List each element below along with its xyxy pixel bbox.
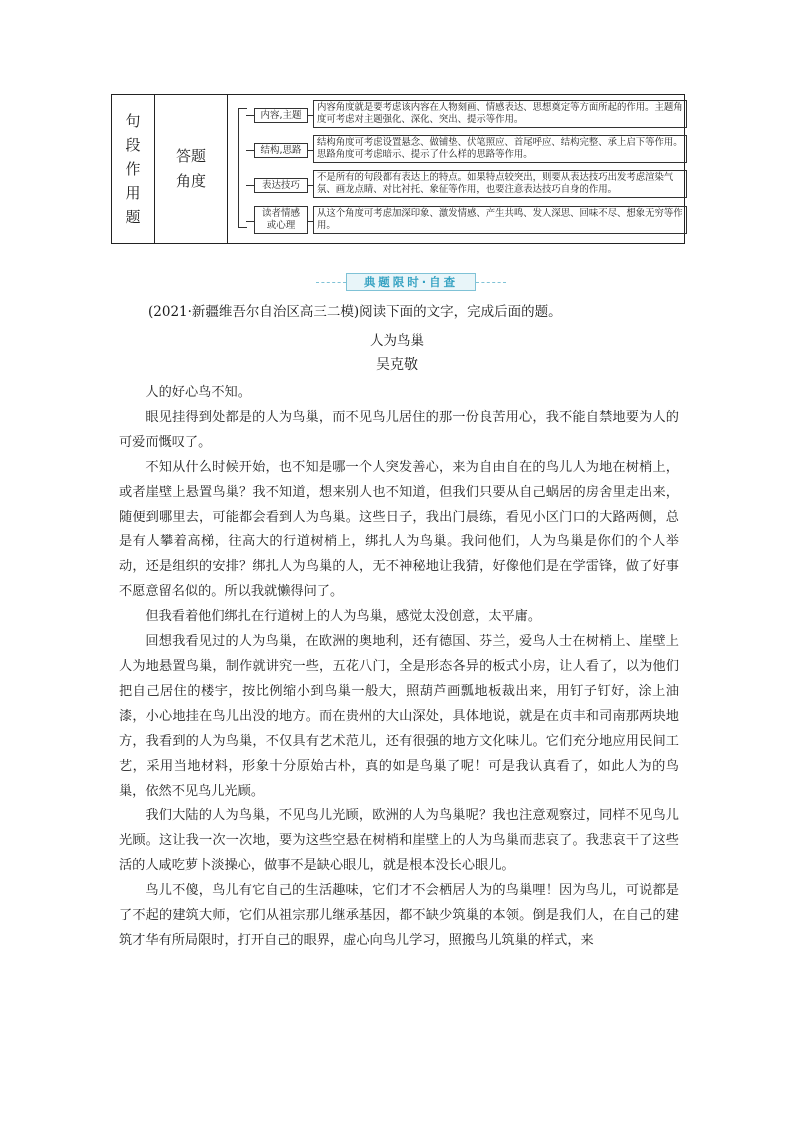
article-author: 吴克敬: [376, 357, 418, 373]
answer-angle-table: [111, 94, 685, 244]
article-paragraph: 人的好心鸟不知。: [145, 385, 251, 400]
question-type-char: 段: [125, 136, 141, 154]
article-paragraph: 鸟儿不傻，鸟儿有它自己的生活趣味，它们才不会栖居人为的鸟巢哩！因为鸟儿，可说都是了不起的建筑大师，它们从祖宗那儿继承基因，都不缺少筑巢的本领。倒是我们人，在自己的建筑才华有所局限时，打开自己的眼界，虚心向鸟儿学习，照搬鸟儿筑巢的样式，来: [119, 883, 679, 948]
article-paragraph: 但我看着他们绑扎在行道树上的人为鸟巢，感觉太没创意，太平庸。: [145, 609, 542, 625]
article-title: 人为鸟巢: [370, 333, 424, 349]
answer-angle-text: 角度: [175, 172, 206, 190]
brace-tick: [246, 185, 254, 186]
article-paragraph: 不知从什么时候开始，也不知是哪一个人突发善心，来为自由自在的鸟儿人为地在树梢上，或者崖壁上悬置鸟巢？我不知道，想来别人也不知道，但我们只要从自己蜗居的房舍里走出来，随便到哪里去，可能都会看到人为鸟巢。这些日子，我出门晨练，看见小区门口的大路两侧，总是有人攀着高梯，往高大的行道树梢上，绑扎人为鸟巢。我问他们，人为鸟巢是你们的个人举动，还是组织的安排？绑扎人为鸟巢的人，无不神秘地让我猜，好像他们是在学雷锋，做了好事不愿意留名似的。所以我就懒得问了。: [119, 459, 679, 600]
question-type-char: 句: [125, 112, 141, 130]
question-type-char: 用: [125, 184, 141, 202]
question-instruction: (2021·新疆维吾尔自治区高三二模)阅读下面的文字，完成后面的题。: [148, 304, 562, 320]
angle-description-structure: 结构角度可考虑设置悬念、做铺垫、伏笔照应、首尾呼应、结构完整、承上启下等作用。思路角度可考虑暗示、提示了什么样的思路等作用。: [313, 135, 687, 163]
question-type-char: 作: [125, 160, 141, 178]
angle-description-content: 内容角度就是要考虑该内容在人物刻画、情感表达、思想奠定等方面所起的作用。主题角度可考虑对主题强化、深化、突出、提示等作用。: [313, 100, 687, 128]
answer-angle-text: 答题: [175, 147, 206, 165]
angle-detail-cell: [228, 95, 684, 243]
brace-tick: [246, 150, 254, 151]
question-type-cell: [112, 95, 155, 243]
banner-rule-right: [476, 282, 506, 283]
article-paragraph: 回想我看见过的人为鸟巢，在欧洲的奥地利，还有德国、芬兰，爱鸟人士在树梢上、崖壁上人为地悬置鸟巢，制作就讲究一些，五花八门，全是形态各异的板式小房，让人看了，以为他们把自己居住的楼宇，按比例缩小到鸟巢一般大，照葫芦画瓢地板裁出来，用钉子钉好，涂上油漆，小心地挂在鸟儿出没的地方。而在贵州的大山深处，具体地说，就是在贞丰和司南那两块地方，我看到的人为鸟巢，不仅具有艺术范儿，还有很强的地方文化味儿。它们充分地应用民间工艺，采用当地材料，形象十分原始古朴，真的如是鸟巢了呢！可是我认真看了，如此人为的鸟巢，依然不见鸟儿光顾。: [119, 634, 679, 799]
angle-label-technique: 表达技巧: [254, 178, 308, 193]
angle-description-reader: 从这个角度可考虑加深印象、激发情感、产生共鸣、发人深思、回味不尽、想象无穷等作用。: [313, 206, 687, 234]
article-paragraph: 眼见挂得到处都是的人为鸟巢，而不见鸟儿居住的那一份良苦用心，我不能自禁地要为人的可爱而慨叹了。: [119, 409, 679, 450]
banner-rule-left: [316, 282, 346, 283]
angle-label-reader: 读者情感或心理: [254, 206, 308, 234]
brace-tick: [246, 221, 254, 222]
left-brace: [238, 108, 247, 228]
angle-description-technique: 不是所有的句段都有表达上的特点。如果特点较突出，则要从表达技巧出发考虑渲染气氛、画龙点睛、对比衬托、象征等作用，也要注意表达技巧自身的作用。: [313, 170, 687, 198]
answer-angle-cell: [155, 95, 228, 243]
angle-label-structure: 结构,思路: [254, 143, 308, 158]
question-type-char: 题: [125, 208, 141, 226]
article-paragraph: 我们大陆的人为鸟巢，不见鸟儿光顾，欧洲的人为鸟巢呢？我也注意观察过，同样不见鸟儿光顾。这让我一次一次地，要为这些空悬在树梢和崖壁上的人为鸟巢而悲哀了。我悲哀干了这些活的人咸吃萝卜淡操心，做事不是缺心眼儿，就是根本没长心眼儿。: [119, 808, 679, 874]
section-banner-text: 典题限时·自查: [363, 275, 459, 289]
section-banner: [346, 273, 476, 291]
brace-tick: [246, 115, 254, 116]
article-body: [119, 381, 679, 954]
angle-label-content: 内容,主题: [254, 108, 308, 123]
